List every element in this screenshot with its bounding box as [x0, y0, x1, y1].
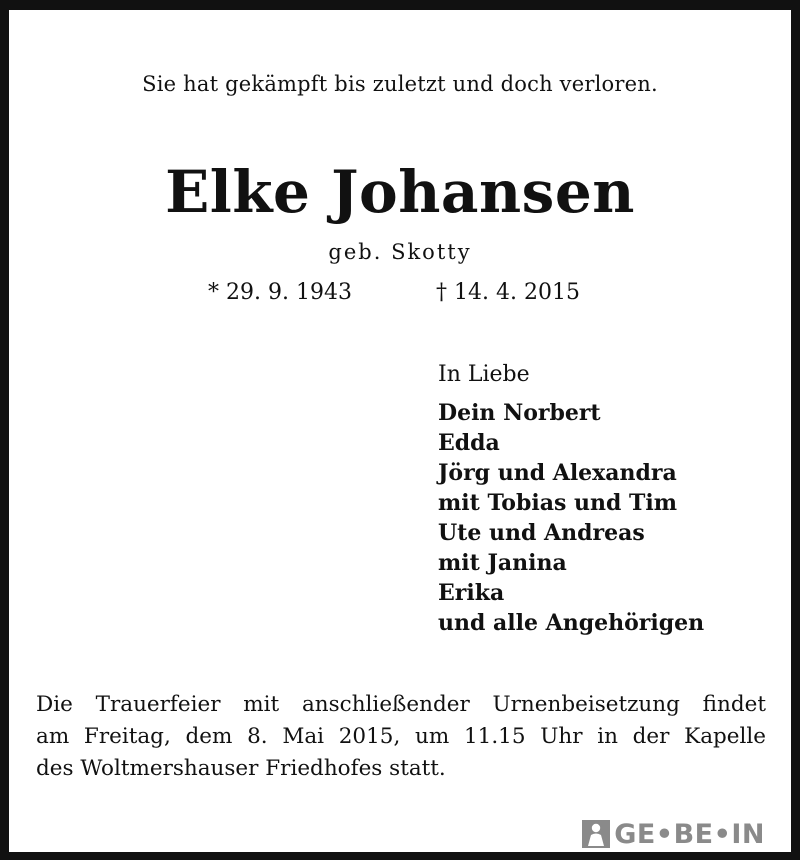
mourner-name: mit Tobias und Tim — [438, 490, 678, 516]
mourners-intro: In Liebe — [438, 362, 530, 387]
mourner-name: Edda — [438, 430, 500, 456]
mourner-name: Dein Norbert — [438, 400, 601, 426]
logo-text: GE•BE•IN — [614, 818, 765, 850]
maiden-name: geb. Skotty — [328, 240, 472, 264]
funeral-notice — [36, 689, 766, 785]
notice-line: Die Trauerfeier mit anschließender Urnenbeisetzung findet — [36, 692, 766, 717]
mourner-name: mit Janina — [438, 550, 567, 576]
deceased-name: Elke Johansen — [165, 158, 635, 226]
person-silhouette-icon — [582, 820, 610, 848]
notice-line: des Woltmershauser Friedhofes statt. — [36, 756, 446, 781]
mourners-block — [438, 360, 704, 638]
notice-line: am Freitag, dem 8. Mai 2015, um 11.15 Uhr in der Kapelle — [36, 724, 766, 749]
death-date: † 14. 4. 2015 — [436, 280, 580, 305]
motto: Sie hat gekämpft bis zuletzt und doch verloren. — [142, 72, 658, 96]
mourner-name: Erika — [438, 580, 505, 606]
mourner-name: Ute und Andreas — [438, 520, 645, 546]
publisher-logo — [582, 817, 765, 851]
birth-date: * 29. 9. 1943 — [208, 280, 352, 305]
mourner-name: und alle Angehörigen — [438, 610, 705, 636]
mourner-list — [438, 398, 704, 638]
mourner-name: Jörg und Alexandra — [438, 460, 677, 486]
